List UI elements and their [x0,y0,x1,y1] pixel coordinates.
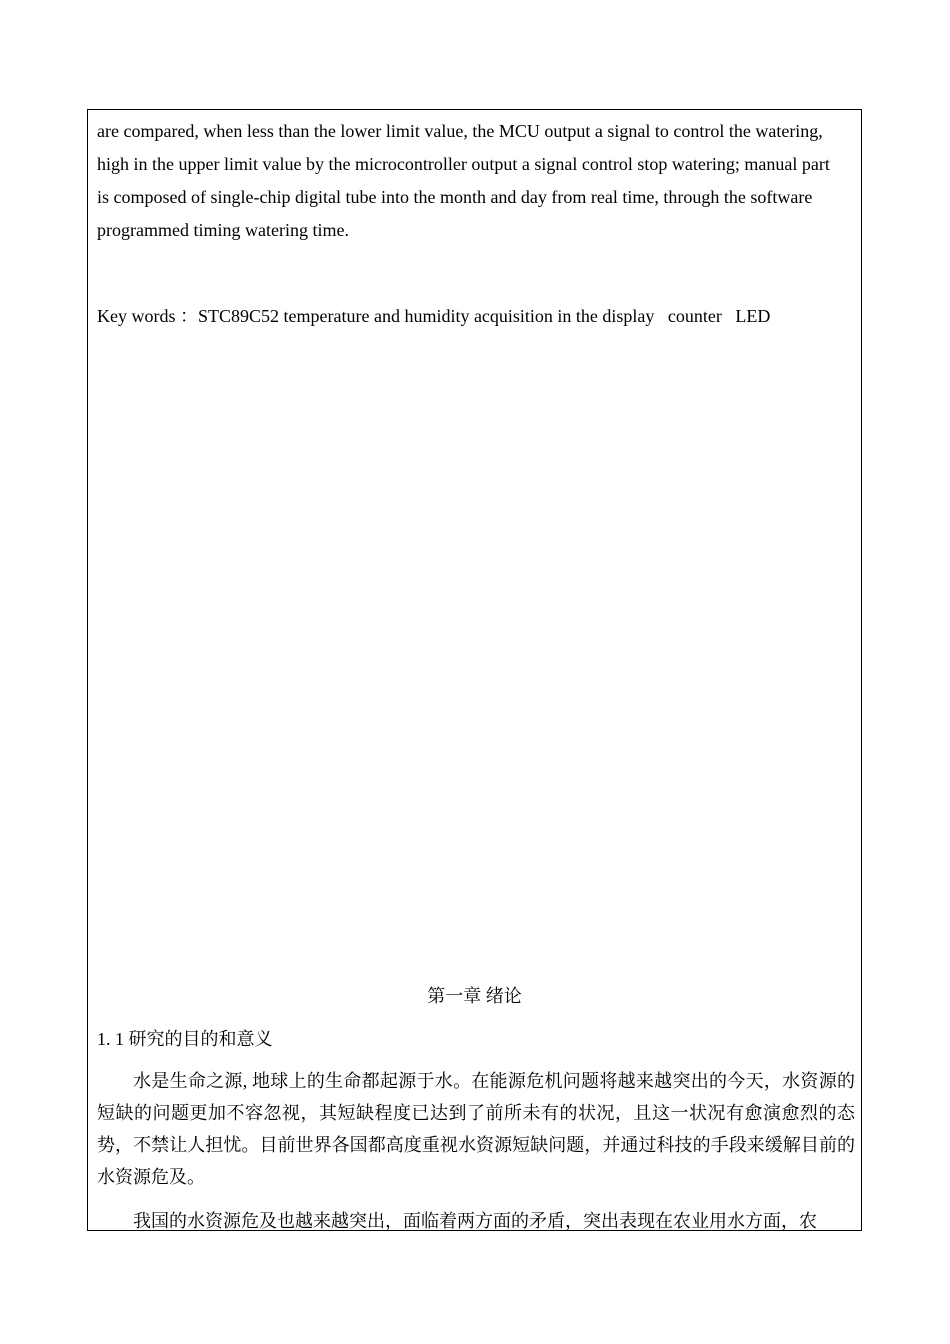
section-heading: 1. 1 研究的目的和意义 [97,1029,273,1049]
abstract-text: are compared, when less than the lower limit value, the MCU output a signal to control the watering, high in the upper limit value by the microcontroller output a signal control stop watering; manual part is composed of single-chip digital tube into the month and day from real time, through the software programmed timing watering time. [97,121,830,240]
page-frame [87,109,862,1231]
keywords-line: Key words ：STC89C52 temperature and humidity acquisition in the display counter LED [97,306,771,326]
body-paragraph-1: 水是生命之源, 地球上的生命都起源于水。在能源危机问题将越来越突出的今天，水资源的短缺的问题更加不容忽视，其短缺程度已达到了前所未有的状况，且这一状况有愈演愈烈的态势，不禁让人担忧。目前世界各国都高度重视水资源短缺问题，并通过科技的手段来缓解目前的水资源危及。 [97,1071,855,1187]
chapter-title: 第一章 绪论 [427,986,522,1006]
body-paragraph-2: 我国的水资源危及也越来越突出，面临着两方面的矛盾，突出表现在农业用水方面，农 [133,1211,817,1231]
